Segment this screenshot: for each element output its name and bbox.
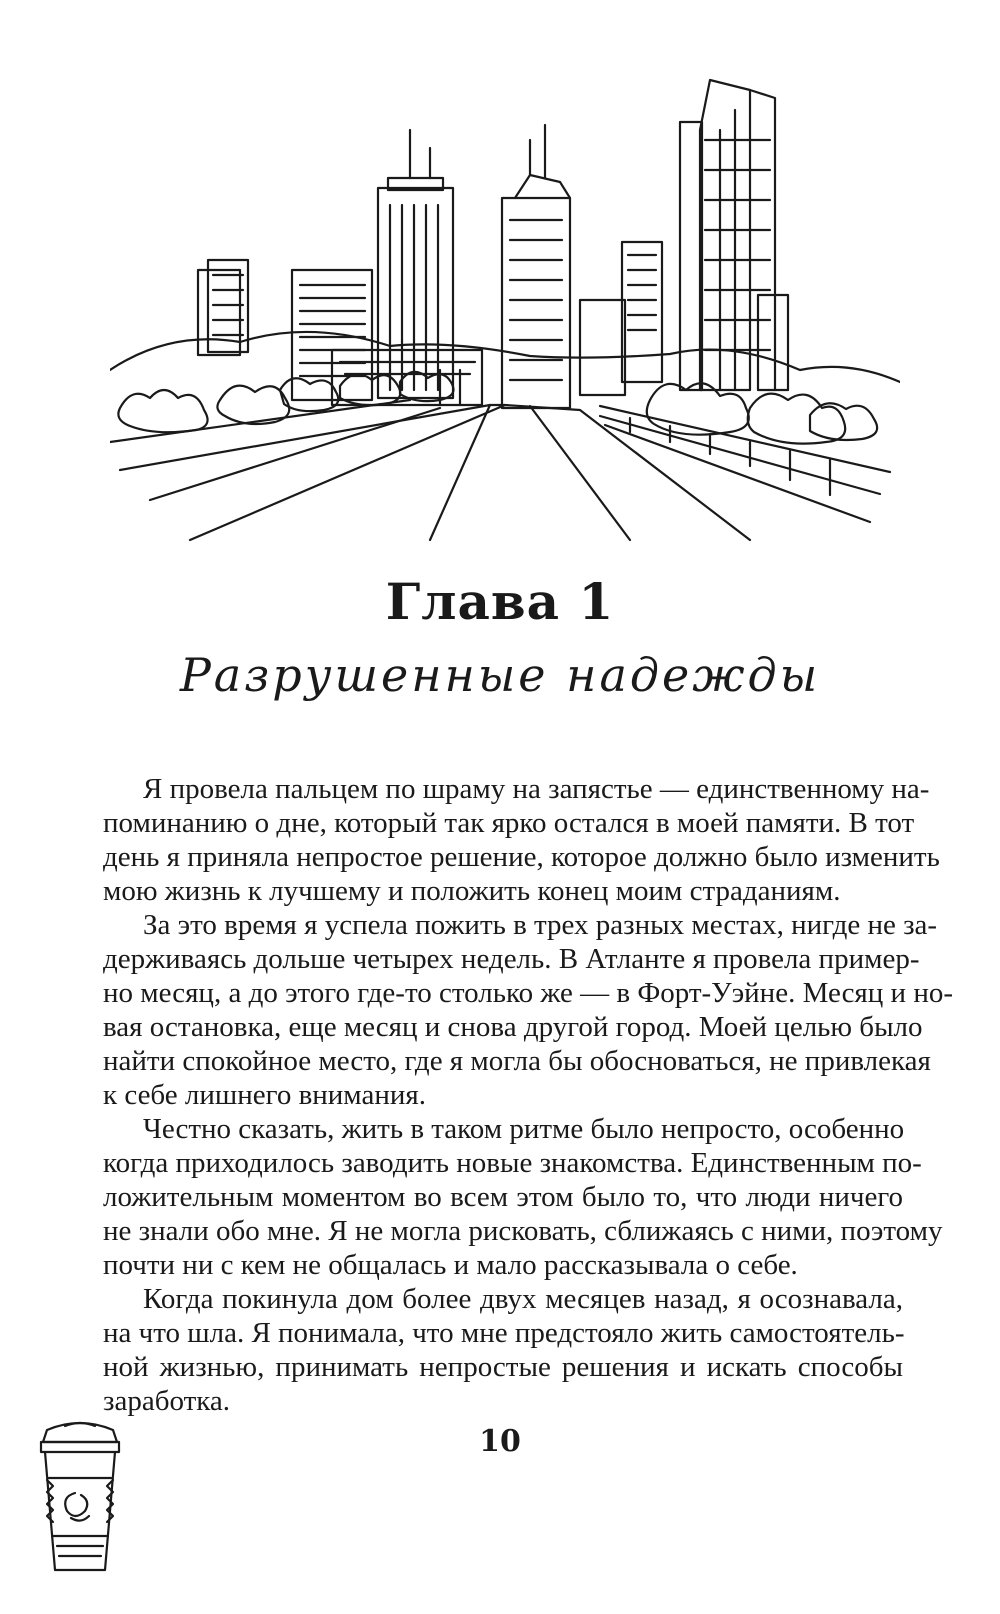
text-line: найти спокойное место, где я могла бы обосноваться, не привлекая: [103, 1045, 931, 1077]
chapter-title: Глава 1: [385, 572, 615, 631]
text-line: но месяц, а до этого где-то столько же — в Форт-Уэйне. Месяц и но-: [103, 977, 953, 1009]
chapter-subtitle: Разрушенные надежды: [179, 648, 821, 702]
chapter-body: [103, 772, 953, 1418]
text-line: день я приняла непростое решение, которое должно было изменить: [103, 841, 940, 873]
paragraph: [103, 772, 940, 908]
text-line: Честно сказать, жить в таком ритме было непросто, особенно: [143, 1113, 905, 1145]
text-line: держиваясь дольше четырех недель. В Атланте я провела пример-: [103, 943, 920, 975]
text-line: заработка.: [103, 1385, 231, 1417]
text-line: не знали обо мне. Я не могла рисковать, сближаясь с ними, поэтому: [103, 1215, 943, 1247]
text-line: За это время я успела пожить в трех разных местах, нигде не за-: [143, 909, 938, 941]
city-skyline-icon: [110, 70, 900, 560]
paragraph: [103, 908, 953, 1112]
text-line: мою жизнь к лучшему и положить конец моим страданиям.: [103, 875, 841, 907]
text-line: когда приходилось заводить новые знакомства. Единственным по-: [103, 1147, 922, 1179]
text-line: вая остановка, еще месяц и снова другой город. Моей целью было: [103, 1011, 923, 1043]
page-number: 10: [479, 1424, 521, 1459]
text-line: к себе лишнего внимания.: [103, 1079, 426, 1111]
text-line: почти ни с кем не общалась и мало рассказывала о себе.: [103, 1249, 798, 1281]
paragraph: [103, 1112, 943, 1282]
text-line: Я провела пальцем по шраму на запястье — единственному на-: [143, 773, 930, 805]
text-line: поминанию о дне, который так ярко остался в моей памяти. В тот: [103, 807, 915, 839]
text-line: ложительным моментом во всем этом было то, что люди ничего: [103, 1181, 903, 1213]
paragraph: [103, 1282, 903, 1418]
text-line: Когда покинула дом более двух месяцев назад, я осознавала,: [143, 1283, 903, 1315]
text-line: на что шла. Я понимала, что мне предстояло жить самостоятель-: [103, 1317, 905, 1349]
text-line: ной жизнью, принимать непростые решения и искать способы: [103, 1351, 903, 1383]
